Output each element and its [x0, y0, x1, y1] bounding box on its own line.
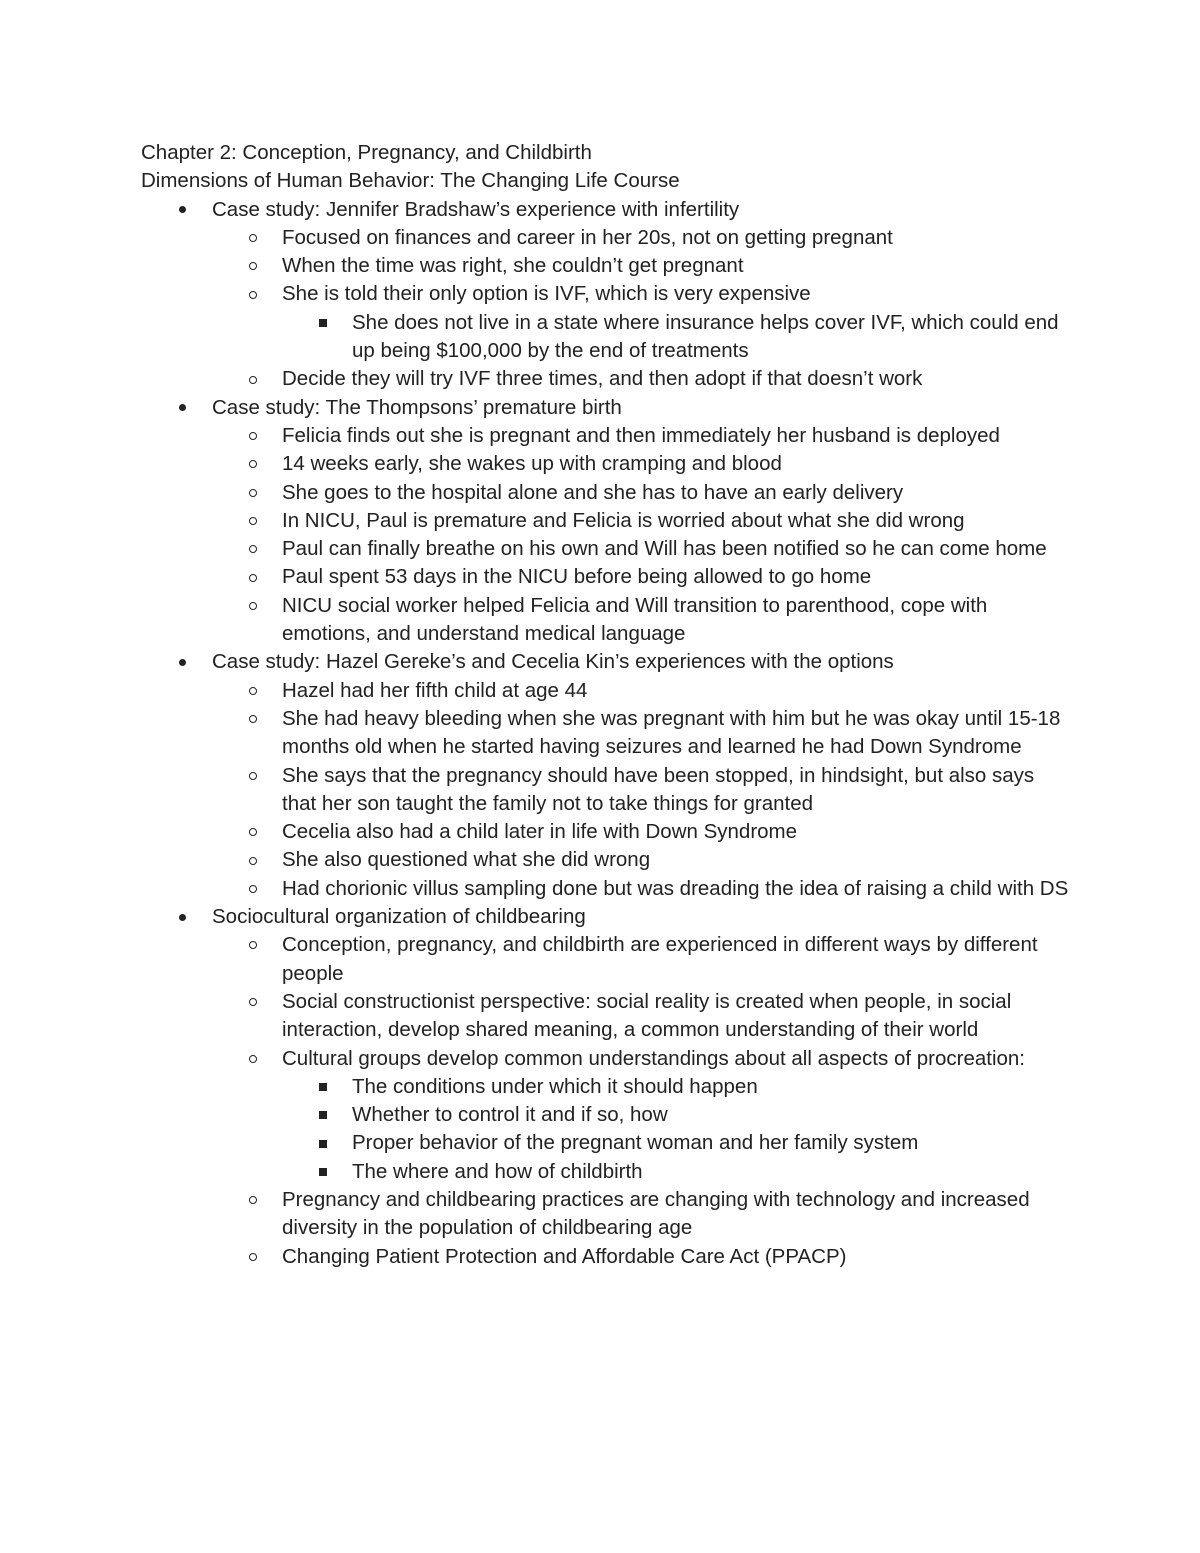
- list-item-level-3: [141, 1129, 1071, 1157]
- hollow-bullet-icon: [246, 535, 260, 563]
- list-item-level-2: [141, 762, 1071, 819]
- list-item-text: The conditions under which it should happen: [352, 1074, 758, 1098]
- list-item-text: Paul can finally breathe on his own and Will has been notified so he can come home: [282, 537, 1047, 561]
- filled-bullet-icon: [175, 648, 189, 676]
- list-item-text: NICU social worker helped Felicia and Will transition to parenthood, cope with emotions, and understand medical language: [282, 593, 988, 646]
- list-item-text: Conception, pregnancy, and childbirth are experienced in different ways by different people: [282, 933, 1038, 985]
- list-item-text: Cultural groups develop common understandings about all aspects of procreation:: [282, 1046, 1025, 1070]
- list-item-level-1: [141, 903, 1071, 931]
- list-item-text: In NICU, Paul is premature and Felicia is worried about what she did wrong: [282, 508, 965, 532]
- list-item-text: Whether to control it and if so, how: [352, 1103, 668, 1127]
- list-item-level-2: [141, 818, 1071, 846]
- hollow-bullet-icon: [246, 563, 260, 591]
- list-item-level-2: [141, 592, 1071, 649]
- nested-list-level-3: [141, 1073, 1071, 1186]
- list-item-text: Pregnancy and childbearing practices are changing with technology and increased diversity in the population of childbearing age: [282, 1187, 1030, 1240]
- list-item-text: Hazel had her fifth child at age 44: [282, 678, 588, 702]
- filled-bullet-icon: [175, 196, 189, 224]
- list-item-text: Paul spent 53 days in the NICU before being allowed to go home: [282, 565, 872, 589]
- list-item-text: Decide they will try IVF three times, and then adopt if that doesn’t work: [282, 367, 923, 391]
- list-item-level-2: [141, 705, 1071, 762]
- list-item-level-2: [141, 280, 1071, 308]
- square-bullet-icon: [316, 1073, 330, 1101]
- hollow-bullet-icon: [246, 592, 260, 620]
- list-item-level-2: [141, 1045, 1071, 1073]
- list-item-text: She had heavy bleeding when she was pregnant with him but he was okay until 15-18 months old when he started having seizures and learned he had Down Syndrome: [282, 706, 1061, 759]
- hollow-bullet-icon: [246, 224, 260, 252]
- list-item-level-2: [141, 365, 1071, 393]
- list-item-text: Changing Patient Protection and Affordable Care Act (PPACP): [282, 1244, 847, 1268]
- list-item-level-3: [141, 309, 1071, 366]
- hollow-bullet-icon: [246, 280, 260, 308]
- document-subtitle: Dimensions of Human Behavior: The Changing Life Course: [141, 169, 680, 193]
- list-item-level-2: [141, 988, 1071, 1045]
- list-item-level-2: [141, 1186, 1071, 1243]
- list-item-text: She says that the pregnancy should have been stopped, in hindsight, but also says that her son taught the family not to take things for granted: [282, 763, 1035, 815]
- list-item-level-2: [141, 479, 1071, 507]
- list-item-level-2: [141, 931, 1071, 988]
- nested-list-level-2: [141, 677, 1071, 903]
- list-item-level-2: [141, 1243, 1071, 1271]
- list-item-text: Had chorionic villus sampling done but was dreading the idea of raising a child with DS: [282, 876, 1069, 900]
- list-item-text: Social constructionist perspective: social reality is created when people, in social interaction, develop shared meaning, a common understanding of their world: [282, 989, 1012, 1042]
- square-bullet-icon: [316, 1129, 330, 1157]
- square-bullet-icon: [316, 1101, 330, 1129]
- list-item-level-2: [141, 563, 1071, 591]
- nested-list-level-2: [141, 422, 1071, 648]
- hollow-bullet-icon: [246, 1045, 260, 1073]
- hollow-bullet-icon: [246, 705, 260, 733]
- list-item-text: When the time was right, she couldn’t get pregnant: [282, 254, 744, 278]
- list-item-level-2: [141, 535, 1071, 563]
- hollow-bullet-icon: [246, 1186, 260, 1214]
- list-item-level-1: [141, 196, 1071, 224]
- list-item-level-2: [141, 450, 1071, 478]
- list-item-text: She is told their only option is IVF, which is very expensive: [282, 282, 811, 306]
- list-item-level-2: [141, 224, 1071, 252]
- filled-bullet-icon: [175, 903, 189, 931]
- list-item-text: Felicia finds out she is pregnant and then immediately her husband is deployed: [282, 423, 1000, 447]
- filled-bullet-icon: [175, 394, 189, 422]
- hollow-bullet-icon: [246, 818, 260, 846]
- outline-list: [141, 196, 1071, 1271]
- list-item-text: Sociocultural organization of childbearing: [212, 905, 586, 929]
- list-item-text: She does not live in a state where insurance helps cover IVF, which could end up being $100,000 by the end of treatments: [352, 310, 1059, 363]
- hollow-bullet-icon: [246, 931, 260, 959]
- hollow-bullet-icon: [246, 762, 260, 790]
- list-item-text: 14 weeks early, she wakes up with cramping and blood: [282, 452, 782, 476]
- list-item-text: The where and how of childbirth: [352, 1159, 643, 1183]
- list-item-level-2: [141, 875, 1071, 903]
- list-item-text: Case study: The Thompsons’ premature birth: [212, 395, 622, 419]
- list-item-level-2: [141, 252, 1071, 280]
- hollow-bullet-icon: [246, 365, 260, 393]
- list-item-level-3: [141, 1158, 1071, 1186]
- hollow-bullet-icon: [246, 450, 260, 478]
- nested-list-level-2: [141, 931, 1071, 1271]
- nested-list-level-3: [141, 309, 1071, 366]
- list-item-level-2: [141, 846, 1071, 874]
- document-title: Chapter 2: Conception, Pregnancy, and Childbirth: [141, 141, 592, 164]
- list-item-level-2: [141, 677, 1071, 705]
- hollow-bullet-icon: [246, 422, 260, 450]
- list-item-text: Case study: Hazel Gereke’s and Cecelia Kin’s experiences with the options: [212, 650, 894, 674]
- hollow-bullet-icon: [246, 252, 260, 280]
- list-item-text: Proper behavior of the pregnant woman and her family system: [352, 1131, 919, 1155]
- list-item-level-2: [141, 422, 1071, 450]
- square-bullet-icon: [316, 1158, 330, 1186]
- nested-list-level-2: [141, 224, 1071, 394]
- square-bullet-icon: [316, 309, 330, 337]
- list-item-text: She goes to the hospital alone and she has to have an early delivery: [282, 480, 904, 504]
- hollow-bullet-icon: [246, 677, 260, 705]
- list-item-level-1: [141, 648, 1071, 676]
- list-item-level-3: [141, 1101, 1071, 1129]
- list-item-level-3: [141, 1073, 1071, 1101]
- document-page: [141, 139, 1071, 1271]
- list-item-text: Cecelia also had a child later in life with Down Syndrome: [282, 820, 798, 844]
- list-item-level-1: [141, 394, 1071, 422]
- hollow-bullet-icon: [246, 988, 260, 1016]
- list-item-level-2: [141, 507, 1071, 535]
- list-item-text: Case study: Jennifer Bradshaw’s experience with infertility: [212, 197, 740, 221]
- list-item-text: She also questioned what she did wrong: [282, 848, 651, 872]
- hollow-bullet-icon: [246, 479, 260, 507]
- hollow-bullet-icon: [246, 1243, 260, 1271]
- list-item-text: Focused on finances and career in her 20s, not on getting pregnant: [282, 225, 893, 249]
- hollow-bullet-icon: [246, 507, 260, 535]
- hollow-bullet-icon: [246, 875, 260, 903]
- hollow-bullet-icon: [246, 846, 260, 874]
